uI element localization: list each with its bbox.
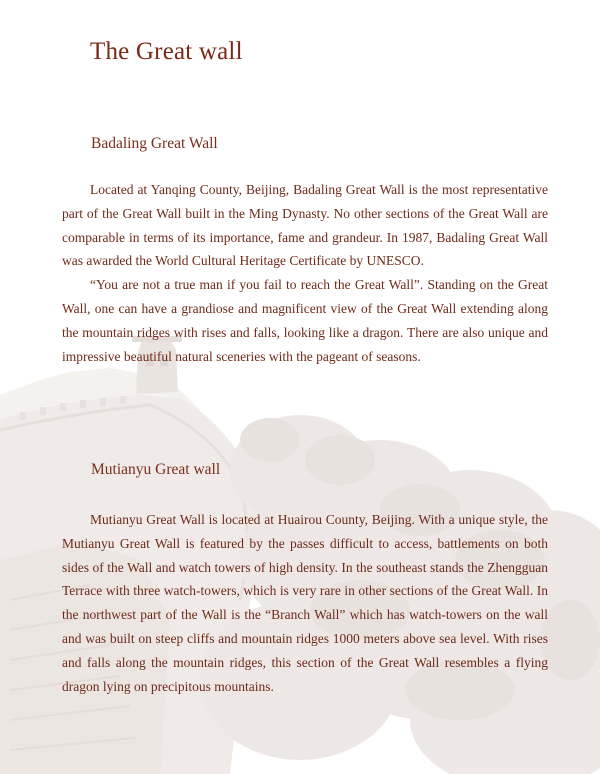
paragraph: Mutianyu Great Wall is located at Huairou County, Beijing. With a unique style, the Mutianyu Great Wall is featured by the passes difficult to access, battlements on both sides of the Wall and watch towers of high density. In the southeast stands the Zhengguan Terrace with three watch-towers, which is very rare in other sections of the Great Wall. In the northwest part of the Wall is the “Branch Wall” which has watch-towers on the wall and was built on steep cliffs and mountain ridges 1000 meters above sea level. With rises and falls along the mountain ridges, this section of the Great Wall resembles a flying dragon lying on precipitous mountains.: [62, 512, 548, 694]
paragraph: Located at Yanqing County, Beijing, Badaling Great Wall is the most representative part of the Great Wall built in the Ming Dynasty. No other sections of the Great Wall are comparable in terms of its importance, fame and grandeur. In 1987, Badaling Great Wall was awarded the World Cultural Heritage Certificate by UNESCO.: [62, 182, 548, 269]
section-heading-mutianyu: Mutianyu Great wall: [91, 461, 221, 478]
section-body-badaling: [62, 178, 548, 368]
page-title: The Great wall: [90, 38, 243, 65]
paragraph: “You are not a true man if you fail to reach the Great Wall”. Standing on the Great Wall, one can have a grandiose and magnificent view of the Great Wall extending along the mountain ridges with rises and falls, looking like a dragon. There are also unique and impressive beautiful natural sceneries with the pageant of seasons.: [62, 277, 548, 364]
section-body-mutianyu: [62, 508, 548, 698]
section-heading-badaling: Badaling Great Wall: [91, 135, 218, 152]
